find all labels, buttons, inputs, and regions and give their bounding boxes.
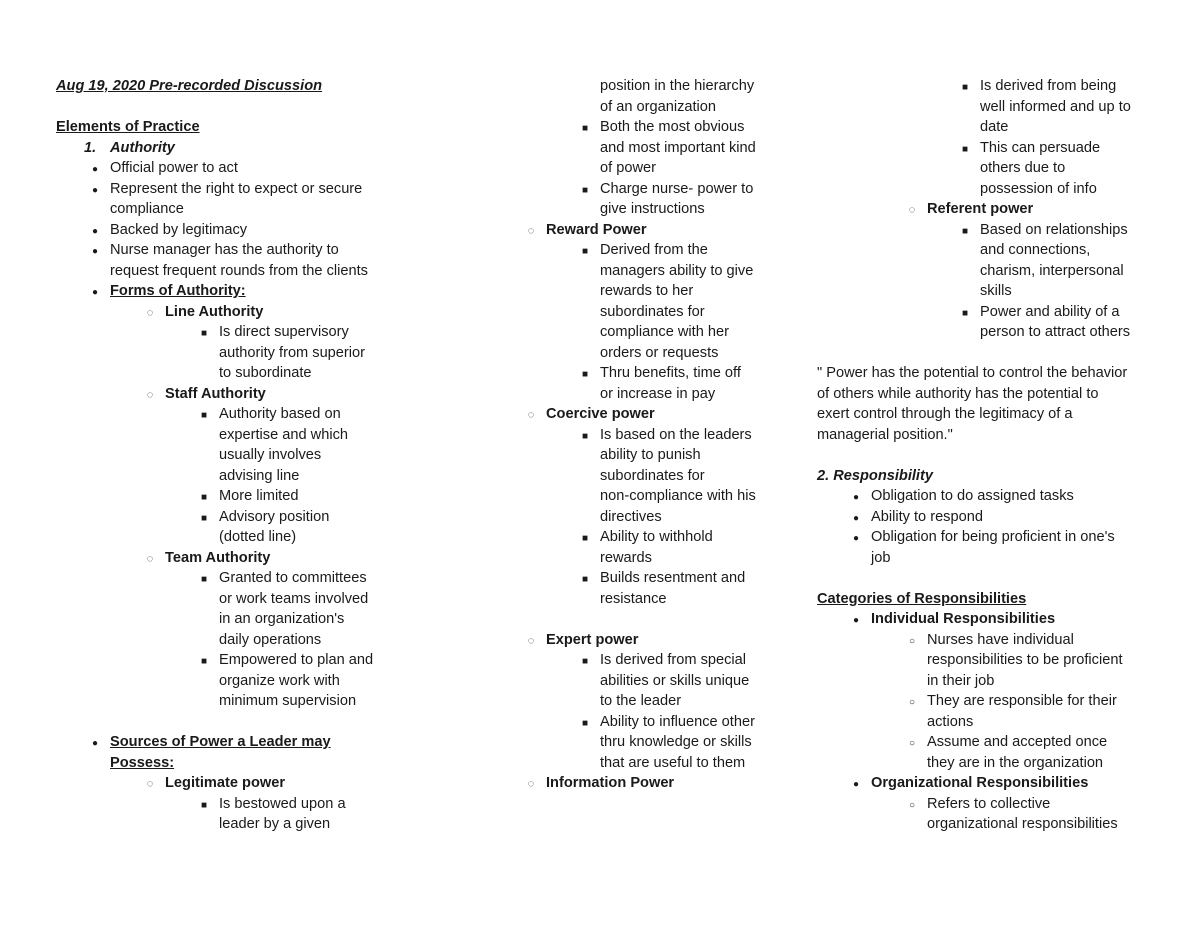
- line-text: ability to punish: [600, 447, 701, 463]
- text-line: [56, 589, 476, 610]
- text-line: [56, 261, 476, 282]
- text-line: [56, 76, 476, 97]
- line-text: compliance: [110, 201, 184, 217]
- disc-bullet-icon: [849, 507, 863, 530]
- list-item: [490, 117, 810, 138]
- list-item: [817, 691, 1177, 712]
- line-text: or increase in pay: [600, 385, 716, 402]
- line-text: orders or requests: [600, 344, 719, 361]
- line-text: job: [871, 549, 891, 566]
- line-text: Referent power: [927, 201, 1034, 217]
- line-text: rewards: [600, 549, 652, 566]
- list-item: [817, 199, 1177, 220]
- line-text: leader by a given: [219, 816, 331, 832]
- line-text: daily operations: [219, 631, 322, 648]
- circle-bullet-icon: [905, 691, 919, 714]
- line-text: Aug 19, 2020 Pre-recorded Discussion: [56, 78, 323, 94]
- circle-bullet-icon: [905, 199, 919, 221]
- disc-bullet-icon: [88, 240, 102, 263]
- square-bullet-icon: [197, 650, 211, 673]
- line-text: (dotted line): [219, 529, 297, 545]
- list-item: [56, 404, 476, 425]
- line-text: Is derived from being: [980, 78, 1117, 94]
- square-bullet-icon: [958, 76, 972, 99]
- list-item: [490, 650, 810, 671]
- text-line: [817, 281, 1177, 302]
- line-text: exert control through the legitimacy of a: [817, 406, 1073, 422]
- square-bullet-icon: [578, 527, 592, 550]
- list-item: [490, 425, 810, 446]
- disc-bullet-icon: [88, 220, 102, 243]
- line-text: Advisory position: [219, 508, 330, 525]
- text-line: [817, 753, 1177, 774]
- list-item: [817, 630, 1177, 651]
- line-text: Official power to act: [110, 160, 238, 176]
- line-text: that are useful to them: [600, 754, 746, 771]
- text-line: [56, 630, 476, 651]
- column-3: [817, 76, 1177, 835]
- list-item: [56, 568, 476, 589]
- list-item: [490, 568, 810, 589]
- line-text: expertise and which: [219, 426, 348, 443]
- text-line: [817, 548, 1177, 569]
- square-bullet-icon: [578, 363, 592, 386]
- list-item: [56, 650, 476, 671]
- disc-bullet-icon: [849, 609, 863, 632]
- line-text: Ability to withhold: [600, 529, 713, 545]
- text-line: [817, 650, 1177, 671]
- line-text: Thru benefits, time off: [600, 365, 741, 381]
- text-line: [817, 466, 1177, 487]
- text-line: [490, 691, 810, 712]
- line-text: Assume and accepted once: [927, 734, 1108, 750]
- line-text: Represent the right to expect or secure: [110, 180, 363, 197]
- text-line: [56, 466, 476, 487]
- square-bullet-icon: [578, 179, 592, 202]
- text-line: [817, 589, 1177, 610]
- line-text: Both the most obvious: [600, 119, 745, 135]
- disc-bullet-icon: [849, 773, 863, 796]
- line-text: Refers to collective: [927, 795, 1051, 812]
- text-line: [490, 486, 810, 507]
- list-item: [56, 179, 476, 200]
- circle-bullet-icon: [143, 302, 157, 324]
- line-text: Ability to influence other: [600, 713, 755, 730]
- square-bullet-icon: [578, 240, 592, 263]
- text-line: [490, 138, 810, 159]
- text-line: [56, 671, 476, 692]
- text-line: [490, 76, 810, 97]
- line-text: Possess:: [110, 754, 175, 771]
- line-text: in an organization's: [219, 611, 345, 627]
- disc-bullet-icon: [849, 486, 863, 509]
- list-item: [817, 138, 1177, 159]
- circle-bullet-icon: [143, 548, 157, 570]
- list-item: [56, 322, 476, 343]
- line-text: date: [980, 119, 1009, 135]
- line-text: Is derived from special: [600, 652, 746, 668]
- line-text: " Power has the potential to control the behavior: [817, 365, 1128, 381]
- line-text: Based on relationships: [980, 221, 1128, 238]
- text-line: [490, 548, 810, 569]
- line-text: charism, interpersonal: [980, 262, 1124, 279]
- list-item: [56, 794, 476, 815]
- line-text: to the leader: [600, 693, 682, 709]
- line-text: Staff Authority: [165, 385, 266, 402]
- text-line: [56, 425, 476, 446]
- circle-bullet-icon: [524, 404, 538, 426]
- circle-bullet-icon: [905, 794, 919, 817]
- line-text: responsibilities to be proficient: [927, 652, 1123, 668]
- list-item: [56, 302, 476, 323]
- blank-line: [817, 445, 1177, 466]
- line-text: managerial position.": [817, 426, 953, 443]
- text-line: [490, 384, 810, 405]
- text-line: [490, 97, 810, 118]
- list-item: [56, 138, 476, 159]
- line-text: Charge nurse- power to: [600, 180, 754, 197]
- list-item: [490, 630, 810, 651]
- list-item: [817, 609, 1177, 630]
- line-text: Nurses have individual: [927, 631, 1074, 648]
- text-line: [817, 158, 1177, 179]
- list-item: [56, 281, 476, 302]
- line-text: and connections,: [980, 242, 1091, 258]
- line-text: authority from superior: [219, 344, 365, 361]
- line-text: managers ability to give: [600, 262, 754, 279]
- list-item: [56, 384, 476, 405]
- text-line: [490, 466, 810, 487]
- line-text: of others while authority has the potential to: [817, 385, 1099, 402]
- disc-bullet-icon: [88, 732, 102, 755]
- text-line: [56, 527, 476, 548]
- list-item: [490, 220, 810, 241]
- disc-bullet-icon: [88, 179, 102, 202]
- line-text: position in the hierarchy: [600, 78, 755, 94]
- line-text: abilities or skills unique: [600, 672, 750, 689]
- line-text: or work teams involved: [219, 590, 369, 607]
- text-line: [817, 322, 1177, 343]
- text-line: [817, 179, 1177, 200]
- line-text: Empowered to plan and: [219, 652, 374, 668]
- text-line: [490, 507, 810, 528]
- list-item: [817, 527, 1177, 548]
- blank-line: [56, 97, 476, 118]
- list-item: [817, 220, 1177, 241]
- square-bullet-icon: [197, 507, 211, 530]
- list-item: [817, 76, 1177, 97]
- list-item: [490, 712, 810, 733]
- line-text: Categories of Responsibilities: [817, 590, 1027, 607]
- square-bullet-icon: [578, 712, 592, 735]
- line-text: resistance: [600, 590, 667, 607]
- text-line: [490, 281, 810, 302]
- circle-bullet-icon: [905, 630, 919, 653]
- line-text: Individual Responsibilities: [871, 611, 1056, 627]
- text-line: [490, 158, 810, 179]
- text-line: [490, 302, 810, 323]
- line-text: of power: [600, 160, 656, 176]
- square-bullet-icon: [197, 404, 211, 427]
- line-text: usually involves: [219, 447, 322, 463]
- list-item: [56, 220, 476, 241]
- line-text: Forms of Authority:: [110, 283, 246, 299]
- text-line: [56, 117, 476, 138]
- list-item: [56, 240, 476, 261]
- line-text: More limited: [219, 488, 299, 504]
- text-line: [817, 671, 1177, 692]
- text-line: [490, 322, 810, 343]
- line-text: non-compliance with his: [600, 488, 756, 504]
- list-item: [817, 507, 1177, 528]
- text-line: [817, 240, 1177, 261]
- line-text: Line Authority: [165, 303, 264, 320]
- line-text: Elements of Practice: [56, 119, 200, 135]
- text-line: [490, 343, 810, 364]
- line-text: subordinates for: [600, 467, 705, 484]
- list-item: [56, 548, 476, 569]
- line-text: Reward Power: [546, 221, 647, 238]
- list-item: [490, 527, 810, 548]
- line-text: request frequent rounds from the clients: [110, 262, 368, 279]
- disc-bullet-icon: [88, 158, 102, 181]
- line-text: compliance with her: [600, 324, 729, 340]
- text-line: [56, 445, 476, 466]
- text-line: [817, 814, 1177, 835]
- circle-bullet-icon: [143, 384, 157, 406]
- text-line: [56, 343, 476, 364]
- square-bullet-icon: [578, 650, 592, 673]
- disc-bullet-icon: [88, 281, 102, 304]
- line-text: Information Power: [546, 775, 675, 791]
- line-text: rewards to her: [600, 283, 694, 299]
- line-text: They are responsible for their: [927, 693, 1117, 709]
- text-line: [490, 445, 810, 466]
- line-text: advising line: [219, 467, 300, 484]
- line-text: subordinates for: [600, 303, 705, 320]
- text-line: [817, 384, 1177, 405]
- line-text: to subordinate: [219, 365, 312, 381]
- line-text: in their job: [927, 672, 995, 689]
- line-text: of an organization: [600, 98, 717, 115]
- line-text: Obligation for being proficient in one's: [871, 529, 1115, 545]
- line-text: Power and ability of a: [980, 303, 1120, 320]
- square-bullet-icon: [578, 117, 592, 140]
- line-text: Derived from the: [600, 242, 708, 258]
- text-line: [490, 261, 810, 282]
- line-text: thru knowledge or skills: [600, 734, 752, 750]
- circle-bullet-icon: [905, 732, 919, 755]
- column-2: [490, 76, 810, 794]
- text-line: [56, 753, 476, 774]
- text-line: [817, 425, 1177, 446]
- line-text: actions: [927, 713, 974, 730]
- line-text: 2. Responsibility: [817, 467, 933, 484]
- line-text: Is direct supervisory: [219, 324, 349, 340]
- list-item: [490, 240, 810, 261]
- text-line: [56, 363, 476, 384]
- list-number: 1.: [84, 139, 97, 156]
- line-text: Ability to respond: [871, 508, 983, 525]
- line-text: Granted to committees: [219, 570, 367, 586]
- line-text: organize work with: [219, 672, 340, 689]
- blank-line: [817, 343, 1177, 364]
- line-text: they are in the organization: [927, 754, 1104, 771]
- line-text: organizational responsibilities: [927, 816, 1118, 832]
- column-1: [56, 76, 476, 835]
- text-line: [56, 609, 476, 630]
- list-item: [56, 732, 476, 753]
- circle-bullet-icon: [524, 773, 538, 795]
- text-line: [490, 199, 810, 220]
- square-bullet-icon: [578, 568, 592, 591]
- text-line: [817, 117, 1177, 138]
- square-bullet-icon: [197, 794, 211, 817]
- list-item: [56, 486, 476, 507]
- line-text: Coercive power: [546, 406, 655, 422]
- square-bullet-icon: [958, 220, 972, 243]
- line-text: skills: [980, 283, 1012, 299]
- list-item: [56, 773, 476, 794]
- text-line: [817, 404, 1177, 425]
- list-item: [817, 794, 1177, 815]
- text-line: [817, 261, 1177, 282]
- line-text: Legitimate power: [165, 775, 286, 791]
- list-item: [490, 773, 810, 794]
- line-text: well informed and up to: [980, 98, 1131, 115]
- circle-bullet-icon: [143, 773, 157, 795]
- line-text: possession of info: [980, 180, 1097, 197]
- list-item: [817, 302, 1177, 323]
- line-text: Obligation to do assigned tasks: [871, 488, 1074, 504]
- text-line: [56, 691, 476, 712]
- line-text: Authority: [110, 139, 175, 156]
- blank-line: [490, 609, 810, 630]
- list-item: [817, 773, 1177, 794]
- line-text: Is based on the leaders: [600, 426, 752, 443]
- square-bullet-icon: [958, 138, 972, 161]
- circle-bullet-icon: [524, 220, 538, 242]
- square-bullet-icon: [197, 322, 211, 345]
- line-text: Sources of Power a Leader may: [110, 734, 331, 750]
- line-text: Expert power: [546, 631, 639, 648]
- blank-line: [817, 568, 1177, 589]
- list-item: [817, 486, 1177, 507]
- square-bullet-icon: [197, 486, 211, 509]
- line-text: This can persuade: [980, 139, 1101, 156]
- line-text: Team Authority: [165, 549, 271, 566]
- disc-bullet-icon: [849, 527, 863, 550]
- list-item: [490, 179, 810, 200]
- text-line: [490, 732, 810, 753]
- text-line: [490, 589, 810, 610]
- text-line: [490, 671, 810, 692]
- line-text: directives: [600, 508, 662, 525]
- circle-bullet-icon: [524, 630, 538, 652]
- line-text: minimum supervision: [219, 693, 357, 709]
- text-line: [817, 712, 1177, 733]
- line-text: Builds resentment and: [600, 570, 746, 586]
- text-line: [817, 97, 1177, 118]
- line-text: Is bestowed upon a: [219, 795, 346, 812]
- text-line: [817, 363, 1177, 384]
- list-item: [56, 507, 476, 528]
- text-line: [56, 814, 476, 835]
- line-text: Organizational Responsibilities: [871, 775, 1089, 791]
- square-bullet-icon: [958, 302, 972, 325]
- line-text: give instructions: [600, 201, 705, 217]
- blank-line: [56, 712, 476, 733]
- list-item: [490, 363, 810, 384]
- square-bullet-icon: [578, 425, 592, 448]
- list-item: [817, 732, 1177, 753]
- line-text: Backed by legitimacy: [110, 221, 248, 238]
- list-item: [56, 158, 476, 179]
- line-text: others due to: [980, 160, 1066, 176]
- line-text: person to attract others: [980, 324, 1131, 340]
- text-line: [56, 199, 476, 220]
- line-text: Authority based on: [219, 406, 341, 422]
- text-line: [490, 753, 810, 774]
- square-bullet-icon: [197, 568, 211, 591]
- list-item: [490, 404, 810, 425]
- line-text: Nurse manager has the authority to: [110, 242, 339, 258]
- line-text: and most important kind: [600, 139, 756, 156]
